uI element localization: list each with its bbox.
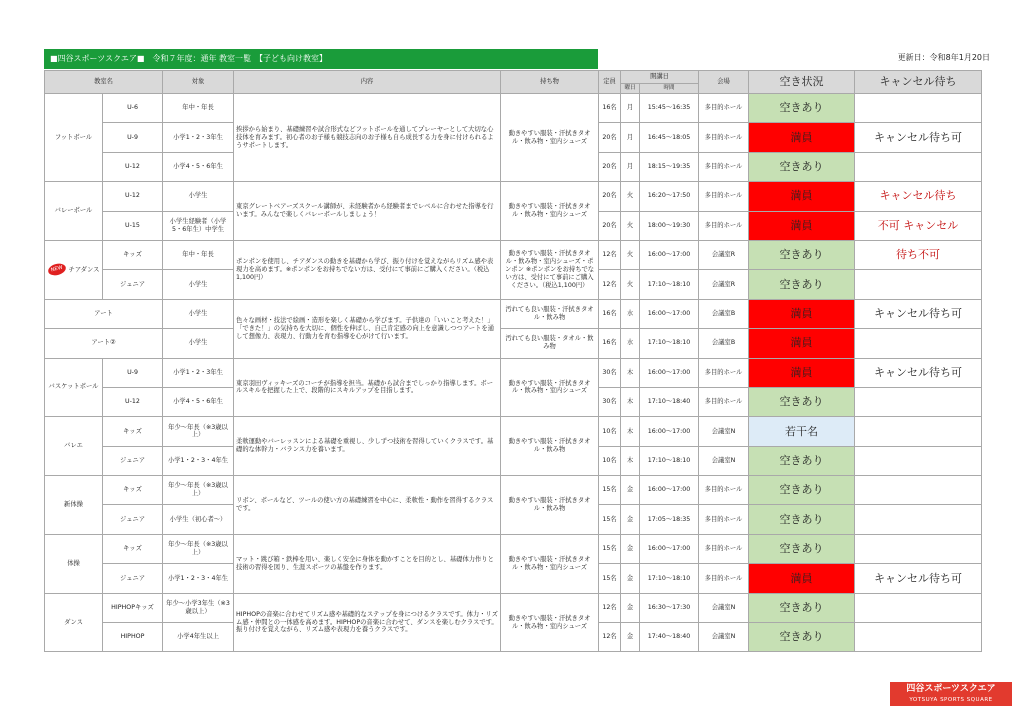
- status-badge: 満員: [749, 123, 855, 152]
- class-level: U-6: [103, 94, 163, 123]
- cancel-waitlist: [855, 329, 982, 358]
- class-venue: 多目的ホール: [699, 182, 749, 211]
- page-banner: ■四谷スポーツスクエア■ 令和７年度：通年 教室一覧 【子ども向け教室】: [44, 49, 598, 69]
- class-name-label: 体操: [67, 559, 80, 567]
- class-venue: 多目的ホール: [699, 123, 749, 152]
- class-level: ジュニア: [103, 446, 163, 475]
- class-content: マット・跳び箱・鉄棒を用い、楽しく安全に身体を動かすことを目的とし、基礎体力作りと技術の習得を図り、生涯スポーツの基盤を作ります。: [234, 534, 501, 593]
- table-row: [45, 329, 982, 358]
- class-target: 小学生: [163, 182, 234, 211]
- class-level: U-12: [103, 182, 163, 211]
- class-target: 年少～小学3年生（※3歳以上）: [163, 593, 234, 622]
- class-target: 小学1・2・3年生: [163, 358, 234, 387]
- header-weekday: 曜日: [621, 84, 640, 94]
- class-target: 小学生経験者（小学5・6年生）中学生: [163, 211, 234, 240]
- class-capacity: 20名: [599, 211, 621, 240]
- class-venue: 多目的ホール: [699, 505, 749, 534]
- class-content: 東京羽田ヴィッキーズのコーチが指導を担当。基礎から試合までしっかり指導します。ボールスキルを把握した上で、段階的にスキルアップを目指します。: [234, 358, 501, 417]
- class-time: 16:45～18:05: [640, 123, 699, 152]
- cancel-waitlist: [855, 534, 982, 563]
- class-target: 小学生: [163, 329, 234, 358]
- class-name: アート: [45, 299, 163, 328]
- status-badge: 空きあり: [749, 240, 855, 269]
- status-badge: 空きあり: [749, 270, 855, 299]
- status-badge: 空きあり: [749, 505, 855, 534]
- class-time: 17:40～18:40: [640, 623, 699, 652]
- class-weekday: 木: [621, 446, 640, 475]
- table-row: [45, 358, 982, 387]
- class-capacity: 10名: [599, 446, 621, 475]
- class-content: 柔軟運動やバーレッスンによる基礎を重視し、少しずつ技術を習得していくクラスです。基礎的な体幹力・バランス力を養います。: [234, 417, 501, 476]
- class-target: 小学生: [163, 270, 234, 299]
- class-time: 15:45～16:35: [640, 94, 699, 123]
- status-badge: 満員: [749, 182, 855, 211]
- status-badge: 空きあり: [749, 476, 855, 505]
- class-time: 18:00～19:30: [640, 211, 699, 240]
- status-badge: 空きあり: [749, 387, 855, 416]
- class-capacity: 15名: [599, 476, 621, 505]
- header-target: 対象: [163, 71, 234, 94]
- brand-logo: [890, 682, 1012, 706]
- class-items: 動きやすい服装・汗拭きタオル・飲み物・室内シューズ: [501, 358, 599, 417]
- class-name: [45, 240, 103, 299]
- class-weekday: 火: [621, 211, 640, 240]
- class-target: 小学1・2・3年生: [163, 123, 234, 152]
- class-name: [45, 476, 103, 535]
- class-name: [45, 417, 103, 476]
- class-level: キッズ: [103, 476, 163, 505]
- table-row: [45, 182, 982, 211]
- class-capacity: 12名: [599, 623, 621, 652]
- class-time: 16:00～17:00: [640, 240, 699, 269]
- cancel-waitlist: キャンセル待ち可: [855, 123, 982, 152]
- header-items: 持ち物: [501, 71, 599, 94]
- class-venue: 会議室R: [699, 270, 749, 299]
- class-capacity: 20名: [599, 182, 621, 211]
- class-content: HIPHOPの音楽に合わせてリズム感や基礎的なステップを身につけるクラスです。体力・リズム感・仲間との一体感を高めます。HIPHOPの音楽に合わせて、ダンスを楽しむクラスです。振り付けを覚えながら、リズム感や表現力を養うクラスです。: [234, 593, 501, 652]
- status-badge: 満員: [749, 564, 855, 593]
- class-content: 挨拶から始まり、基礎練習や試合形式などフットボールを通してプレーヤーとして大切な心技体を育みます。初心者のお子様も競技志向のお子様も自ら成長する力を身に付けられるようサポートします。: [234, 94, 501, 182]
- class-items: 動きやすい服装・汗拭きタオル・飲み物: [501, 417, 599, 476]
- class-weekday: 金: [621, 534, 640, 563]
- class-weekday: 金: [621, 505, 640, 534]
- class-name-label: バレエ: [64, 442, 83, 450]
- class-level: キッズ: [103, 417, 163, 446]
- class-name: [45, 94, 103, 182]
- class-target: 小学生: [163, 299, 234, 328]
- header-time: 時間: [640, 84, 699, 94]
- updated-date: 更新日：令和8年1月20日: [897, 53, 990, 62]
- class-level: U-12: [103, 152, 163, 181]
- header-days: 開講日: [621, 71, 699, 84]
- class-name: [45, 182, 103, 241]
- class-venue: 多目的ホール: [699, 534, 749, 563]
- class-content: 色々な画材・技法で絵画・造形を楽しく基礎から学びます。子供達の「いいこと考えた！」「できた！」の気持ちを大切に、個性を伸ばし、自己肯定感の向上を意識しつつアートを通して想像力、表現力、行動力を育む指導を心がけて行います。: [234, 299, 501, 358]
- class-time: 17:10～18:10: [640, 329, 699, 358]
- status-badge: 空きあり: [749, 446, 855, 475]
- class-target: 年少～年長（※3歳以上）: [163, 417, 234, 446]
- class-capacity: 16名: [599, 94, 621, 123]
- table-row: [45, 534, 982, 563]
- class-time: 17:10～18:10: [640, 270, 699, 299]
- class-name-label: フットボール: [54, 133, 93, 141]
- cancel-waitlist: キャンセル待ち可: [855, 299, 982, 328]
- class-target: 年中・年長: [163, 94, 234, 123]
- class-capacity: 15名: [599, 534, 621, 563]
- class-level: キッズ: [103, 534, 163, 563]
- cancel-waitlist: [855, 94, 982, 123]
- class-name-label: ダンス: [64, 618, 83, 626]
- class-level: ジュニア: [103, 505, 163, 534]
- class-time: 18:15～19:35: [640, 152, 699, 181]
- class-capacity: 16名: [599, 299, 621, 328]
- class-name: [45, 593, 103, 652]
- cancel-waitlist: [855, 417, 982, 446]
- class-target: 小学生（初心者～）: [163, 505, 234, 534]
- class-venue: 会議室R: [699, 240, 749, 269]
- status-badge: 空きあり: [749, 534, 855, 563]
- class-items: 動きやすい服装・汗拭きタオル・飲み物・室内シューズ: [501, 534, 599, 593]
- header-content: 内容: [234, 71, 501, 94]
- class-name-label: バスケットボール: [48, 383, 99, 391]
- class-time: 16:00～17:00: [640, 417, 699, 446]
- class-capacity: 30名: [599, 358, 621, 387]
- class-venue: 会議室N: [699, 417, 749, 446]
- header-capacity: 定員: [599, 71, 621, 94]
- cancel-waitlist: 不可 キャンセル: [855, 211, 982, 240]
- cancel-waitlist: キャンセル待ち: [855, 182, 982, 211]
- status-badge: 空きあり: [749, 152, 855, 181]
- class-target: 年中・年長: [163, 240, 234, 269]
- class-time: 17:05～18:35: [640, 505, 699, 534]
- class-items: 動きやすい服装・汗拭きタオル・飲み物・室内シューズ・ポンポン ※ポンポンをお持ちでない方は、受付にて事前にご購入ください。（税込1,100円）: [501, 240, 599, 299]
- cancel-waitlist: 待ち不可: [855, 240, 982, 269]
- class-weekday: 火: [621, 270, 640, 299]
- class-venue: 会議室B: [699, 329, 749, 358]
- class-weekday: 金: [621, 623, 640, 652]
- table-row: [45, 593, 982, 622]
- class-weekday: 木: [621, 387, 640, 416]
- class-items: 汚れても良い服装・汗拭きタオル・飲み物: [501, 299, 599, 328]
- class-content: 東京グレートベアーズスクール講師が、未経験者から経験者までレベルに合わせた指導を行います。みんなで楽しくバレーボールしましょう！: [234, 182, 501, 241]
- class-venue: 多目的ホール: [699, 476, 749, 505]
- table-row: [45, 240, 982, 269]
- table-row: [45, 299, 982, 328]
- class-name-label: 新体操: [64, 501, 83, 509]
- class-venue: 多目的ホール: [699, 358, 749, 387]
- header-cancel: キャンセル待ち: [855, 71, 982, 94]
- class-capacity: 20名: [599, 123, 621, 152]
- class-capacity: 20名: [599, 152, 621, 181]
- class-capacity: 16名: [599, 329, 621, 358]
- class-venue: 多目的ホール: [699, 152, 749, 181]
- class-target: 小学4・5・6年生: [163, 387, 234, 416]
- cancel-waitlist: [855, 623, 982, 652]
- class-time: 16:00～17:00: [640, 299, 699, 328]
- class-weekday: 月: [621, 123, 640, 152]
- header-venue: 会場: [699, 71, 749, 94]
- status-badge: 満員: [749, 329, 855, 358]
- class-target: 年少～年長（※3歳以上）: [163, 534, 234, 563]
- class-content: ポンポンを使用し、チアダンスの動きを基礎から学び、振り付けを覚えながらリズム感や表現力を高めます。※ポンポンをお持ちでない方は、受付にて事前にご購入ください。（税込1,100円）: [234, 240, 501, 299]
- table-row: [45, 94, 982, 123]
- table-row: [45, 476, 982, 505]
- class-weekday: 金: [621, 564, 640, 593]
- class-capacity: 12名: [599, 270, 621, 299]
- class-capacity: 15名: [599, 564, 621, 593]
- class-venue: 多目的ホール: [699, 564, 749, 593]
- class-time: 16:00～17:00: [640, 476, 699, 505]
- class-weekday: 火: [621, 240, 640, 269]
- class-capacity: 12名: [599, 240, 621, 269]
- class-items: 動きやすい服装・汗拭きタオル・飲み物: [501, 476, 599, 535]
- class-items: 汚れても良い服装・タオル・飲み物: [501, 329, 599, 358]
- header-status: 空き状況: [749, 71, 855, 94]
- class-capacity: 12名: [599, 593, 621, 622]
- class-weekday: 水: [621, 329, 640, 358]
- class-level: HIPHOP: [103, 623, 163, 652]
- class-capacity: 15名: [599, 505, 621, 534]
- cancel-waitlist: [855, 476, 982, 505]
- status-badge: 満員: [749, 211, 855, 240]
- class-weekday: 金: [621, 476, 640, 505]
- cancel-waitlist: [855, 387, 982, 416]
- status-badge: 空きあり: [749, 94, 855, 123]
- cancel-waitlist: キャンセル待ち可: [855, 564, 982, 593]
- status-badge: 満員: [749, 358, 855, 387]
- class-content: リボン、ボールなど、ツールの使い方の基礎練習を中心に、柔軟性・動作を習得するクラスです。: [234, 476, 501, 535]
- class-name-label: バレーボール: [54, 207, 93, 215]
- class-level: U-9: [103, 358, 163, 387]
- class-level: U-15: [103, 211, 163, 240]
- class-level: キッズ: [103, 240, 163, 269]
- status-badge: 空きあり: [749, 623, 855, 652]
- class-capacity: 30名: [599, 387, 621, 416]
- class-level: ジュニア: [103, 270, 163, 299]
- class-venue: 多目的ホール: [699, 211, 749, 240]
- class-time: 16:30～17:30: [640, 593, 699, 622]
- class-venue: 多目的ホール: [699, 94, 749, 123]
- cancel-waitlist: [855, 446, 982, 475]
- class-level: HIPHOPキッズ: [103, 593, 163, 622]
- class-target: 小学4・5・6年生: [163, 152, 234, 181]
- cancel-waitlist: [855, 505, 982, 534]
- class-venue: 会議室N: [699, 446, 749, 475]
- class-venue: 多目的ホール: [699, 387, 749, 416]
- schedule-table: [44, 70, 982, 652]
- status-badge: 若干名: [749, 417, 855, 446]
- class-name: [45, 358, 103, 417]
- class-time: 17:10～18:10: [640, 446, 699, 475]
- schedule-body: [45, 94, 982, 652]
- class-target: 年少～年長（※3歳以上）: [163, 476, 234, 505]
- table-row: [45, 417, 982, 446]
- class-venue: 会議室N: [699, 593, 749, 622]
- class-weekday: 月: [621, 152, 640, 181]
- status-badge: 満員: [749, 299, 855, 328]
- class-level: ジュニア: [103, 564, 163, 593]
- class-weekday: 金: [621, 593, 640, 622]
- cancel-waitlist: [855, 270, 982, 299]
- class-weekday: 水: [621, 299, 640, 328]
- cancel-waitlist: [855, 152, 982, 181]
- class-time: 16:00～17:00: [640, 358, 699, 387]
- class-name-label: チアダンス: [68, 266, 100, 274]
- logo-line1: 四谷スポーツスクエア: [906, 684, 996, 694]
- header-class: 教室名: [45, 71, 163, 94]
- class-name: アート②: [45, 329, 163, 358]
- class-target: 小学4年生以上: [163, 623, 234, 652]
- class-capacity: 10名: [599, 417, 621, 446]
- class-items: 動きやすい服装・汗拭きタオル・飲み物・室内シューズ: [501, 94, 599, 182]
- class-items: 動きやすい服装・汗拭きタオル・飲み物・室内シューズ: [501, 593, 599, 652]
- class-weekday: 火: [621, 182, 640, 211]
- class-venue: 会議室N: [699, 623, 749, 652]
- class-target: 小学1・2・3・4年生: [163, 564, 234, 593]
- class-time: 16:20～17:50: [640, 182, 699, 211]
- class-weekday: 木: [621, 417, 640, 446]
- new-badge: NEW: [46, 262, 66, 277]
- cancel-waitlist: [855, 593, 982, 622]
- cancel-waitlist: キャンセル待ち可: [855, 358, 982, 387]
- status-badge: 空きあり: [749, 593, 855, 622]
- class-weekday: 木: [621, 358, 640, 387]
- class-target: 小学1・2・3・4年生: [163, 446, 234, 475]
- class-time: 16:00～17:00: [640, 534, 699, 563]
- class-level: U-12: [103, 387, 163, 416]
- class-items: 動きやすい服装・汗拭きタオル・飲み物・室内シューズ: [501, 182, 599, 241]
- class-time: 17:10～18:40: [640, 387, 699, 416]
- class-weekday: 月: [621, 94, 640, 123]
- class-level: U-9: [103, 123, 163, 152]
- logo-line2: YOTSUYA SPORTS SQUARE: [909, 697, 993, 703]
- class-venue: 会議室B: [699, 299, 749, 328]
- class-name: [45, 534, 103, 593]
- class-time: 17:10～18:10: [640, 564, 699, 593]
